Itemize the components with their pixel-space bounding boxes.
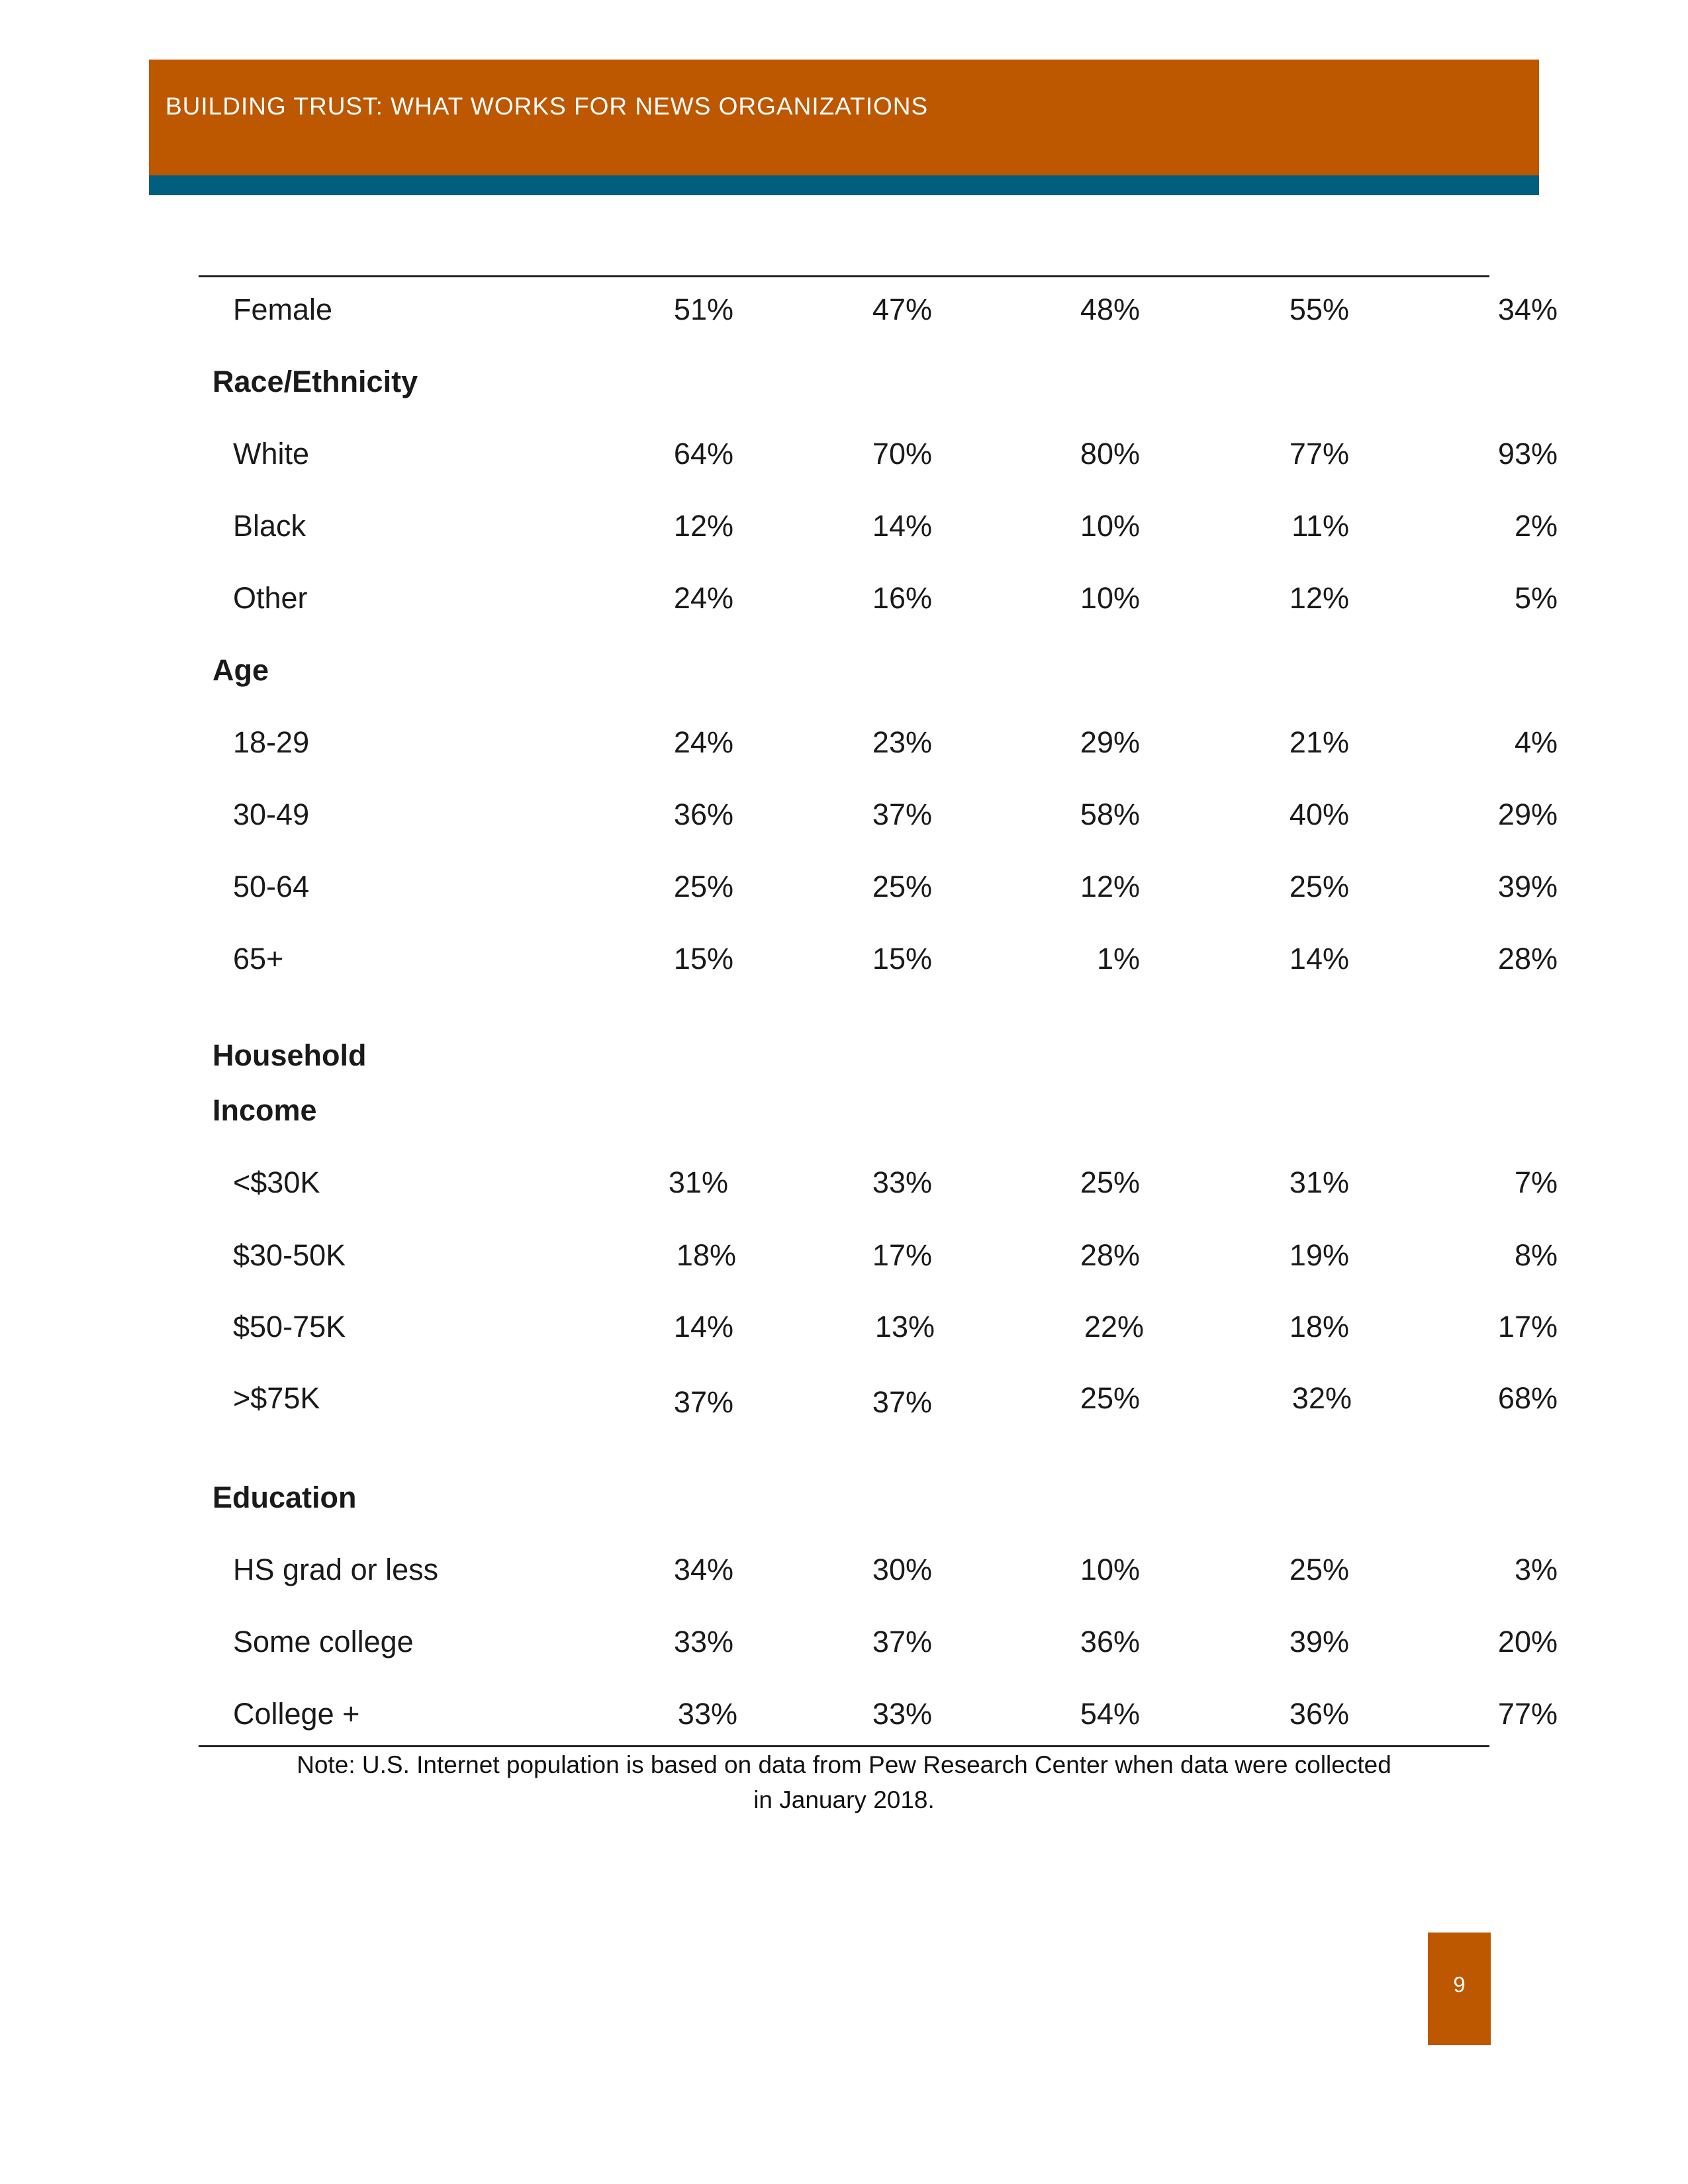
row-label: Black	[233, 509, 306, 543]
table-cell: 10%	[1080, 509, 1140, 543]
table-cell: 28%	[1497, 942, 1558, 976]
table-cell: 29%	[1497, 797, 1558, 831]
table-row-black	[199, 503, 1558, 549]
section-heading-income: Household	[212, 1038, 367, 1072]
section-heading-race: Race/Ethnicity	[212, 365, 418, 398]
table-cell: 33%	[872, 1165, 932, 1199]
table-row-age-65-plus	[199, 936, 1558, 982]
table-cell: 1%	[1096, 942, 1140, 976]
table-cell: 31%	[668, 1165, 728, 1199]
table-cell: 33%	[872, 1697, 932, 1731]
table-cell: 25%	[1289, 1553, 1349, 1586]
table-row-income-50-75k	[199, 1304, 1558, 1350]
table-cell: 33%	[673, 1625, 733, 1659]
table-cell: 55%	[1289, 293, 1349, 326]
table-cell: 30%	[872, 1553, 932, 1586]
table-cell: 14%	[1289, 942, 1349, 976]
table-cell: 29%	[1080, 725, 1140, 759]
header-stripe	[149, 175, 1539, 195]
row-label: Female	[233, 293, 333, 326]
row-label: >$75K	[233, 1381, 320, 1415]
table-row-age-50-64	[199, 864, 1558, 910]
table-cell: 15%	[872, 942, 932, 976]
table-cell: 18%	[1289, 1310, 1349, 1343]
table-cell: 34%	[1497, 293, 1558, 326]
table-row-edu-college-plus	[199, 1691, 1558, 1737]
table-cell: 25%	[1080, 1381, 1140, 1415]
table-cell: 32%	[1291, 1381, 1352, 1415]
table-cell: 20%	[1497, 1625, 1558, 1659]
table-cell: 25%	[673, 870, 733, 903]
table-cell: 51%	[673, 293, 733, 326]
table-cell: 47%	[872, 293, 932, 326]
table-cell: 80%	[1080, 437, 1140, 471]
table-row-age-30-49	[199, 792, 1558, 838]
table-cell: 77%	[1497, 1697, 1558, 1731]
row-label: 30-49	[233, 797, 310, 831]
table-cell: 37%	[872, 1625, 932, 1659]
row-label: White	[233, 437, 310, 471]
table-cell: 8%	[1514, 1238, 1558, 1272]
table-cell: 68%	[1497, 1381, 1558, 1415]
table-row-income-30-50k	[199, 1232, 1558, 1279]
table-cell: 28%	[1080, 1238, 1140, 1272]
table-cell: 23%	[872, 725, 932, 759]
table-cell: 25%	[872, 870, 932, 903]
row-label: $50-75K	[233, 1310, 346, 1343]
table-cell: 93%	[1497, 437, 1558, 471]
table-cell: 37%	[872, 1385, 932, 1419]
table-cell: 14%	[673, 1310, 733, 1343]
table-row-other	[199, 575, 1558, 621]
section-heading-education: Education	[212, 1480, 357, 1514]
row-label: HS grad or less	[233, 1553, 439, 1586]
table-row-edu-hs	[199, 1547, 1558, 1593]
table-row-age-18-29	[199, 719, 1558, 766]
table-cell: 5%	[1514, 581, 1558, 615]
table-cell: 24%	[673, 725, 733, 759]
table-cell: 14%	[872, 509, 932, 543]
table-cell: 13%	[874, 1310, 935, 1343]
table-cell: 12%	[673, 509, 733, 543]
table-cell: 37%	[673, 1385, 733, 1419]
table-cell: 19%	[1289, 1238, 1349, 1272]
page-number-box	[1428, 1933, 1491, 2045]
table-cell: 58%	[1080, 797, 1140, 831]
table-cell: 40%	[1289, 797, 1349, 831]
table-cell: 2%	[1514, 509, 1558, 543]
table-row-edu-some-college	[199, 1619, 1558, 1665]
table-cell: 37%	[872, 797, 932, 831]
table-cell: 39%	[1497, 870, 1558, 903]
row-label: Some college	[233, 1625, 414, 1659]
table-cell: 22%	[1084, 1310, 1144, 1343]
row-label: 50-64	[233, 870, 310, 903]
table-cell: 25%	[1080, 1165, 1140, 1199]
page-number: 9	[1453, 1972, 1466, 1997]
table-cell: 64%	[673, 437, 733, 471]
table-cell: 36%	[1080, 1625, 1140, 1659]
table-cell: 15%	[673, 942, 733, 976]
table-cell: 39%	[1289, 1625, 1349, 1659]
table-cell: 33%	[677, 1697, 737, 1731]
row-label: $30-50K	[233, 1238, 346, 1272]
table-cell: 17%	[872, 1238, 932, 1272]
document-running-title: BUILDING TRUST: WHAT WORKS FOR NEWS ORGANIZATIONS	[165, 93, 929, 120]
note-line-2: in January 2018.	[753, 1786, 935, 1813]
table-cell: 3%	[1514, 1553, 1558, 1586]
table-cell: 10%	[1080, 581, 1140, 615]
row-label: 65+	[233, 942, 284, 976]
table-cell: 24%	[673, 581, 733, 615]
section-heading-income-line2: Income	[212, 1093, 317, 1127]
table-cell: 25%	[1289, 870, 1349, 903]
table-cell: 21%	[1289, 725, 1349, 759]
row-label: College +	[233, 1697, 360, 1731]
table-cell: 31%	[1289, 1165, 1349, 1199]
row-label: 18-29	[233, 725, 310, 759]
table-top-rule	[199, 275, 1489, 277]
table-cell: 17%	[1497, 1310, 1558, 1343]
table-cell: 12%	[1289, 581, 1349, 615]
note-line-1: Note: U.S. Internet population is based on data from Pew Research Center when data were collected	[297, 1751, 1391, 1778]
table-cell: 12%	[1080, 870, 1140, 903]
row-label: Other	[233, 581, 308, 615]
table-row-income-lt30k	[199, 1160, 1558, 1206]
table-cell: 11%	[1291, 509, 1349, 543]
table-cell: 16%	[872, 581, 932, 615]
table-note	[238, 1747, 1450, 1817]
table-cell: 4%	[1514, 725, 1558, 759]
table-cell: 48%	[1080, 293, 1140, 326]
table-row-female	[199, 287, 1558, 333]
row-label: <$30K	[233, 1165, 320, 1199]
table-cell: 18%	[676, 1238, 736, 1272]
table-cell: 36%	[1289, 1697, 1349, 1731]
table-cell: 7%	[1514, 1165, 1558, 1199]
table-cell: 10%	[1080, 1553, 1140, 1586]
table-cell: 36%	[673, 797, 733, 831]
table-row-income-gt75k	[199, 1375, 1558, 1422]
table-cell: 54%	[1080, 1697, 1140, 1731]
section-heading-age: Age	[212, 653, 269, 687]
table-cell: 70%	[872, 437, 932, 471]
table-row-white	[199, 431, 1558, 477]
table-cell: 77%	[1289, 437, 1349, 471]
table-cell: 34%	[673, 1553, 733, 1586]
